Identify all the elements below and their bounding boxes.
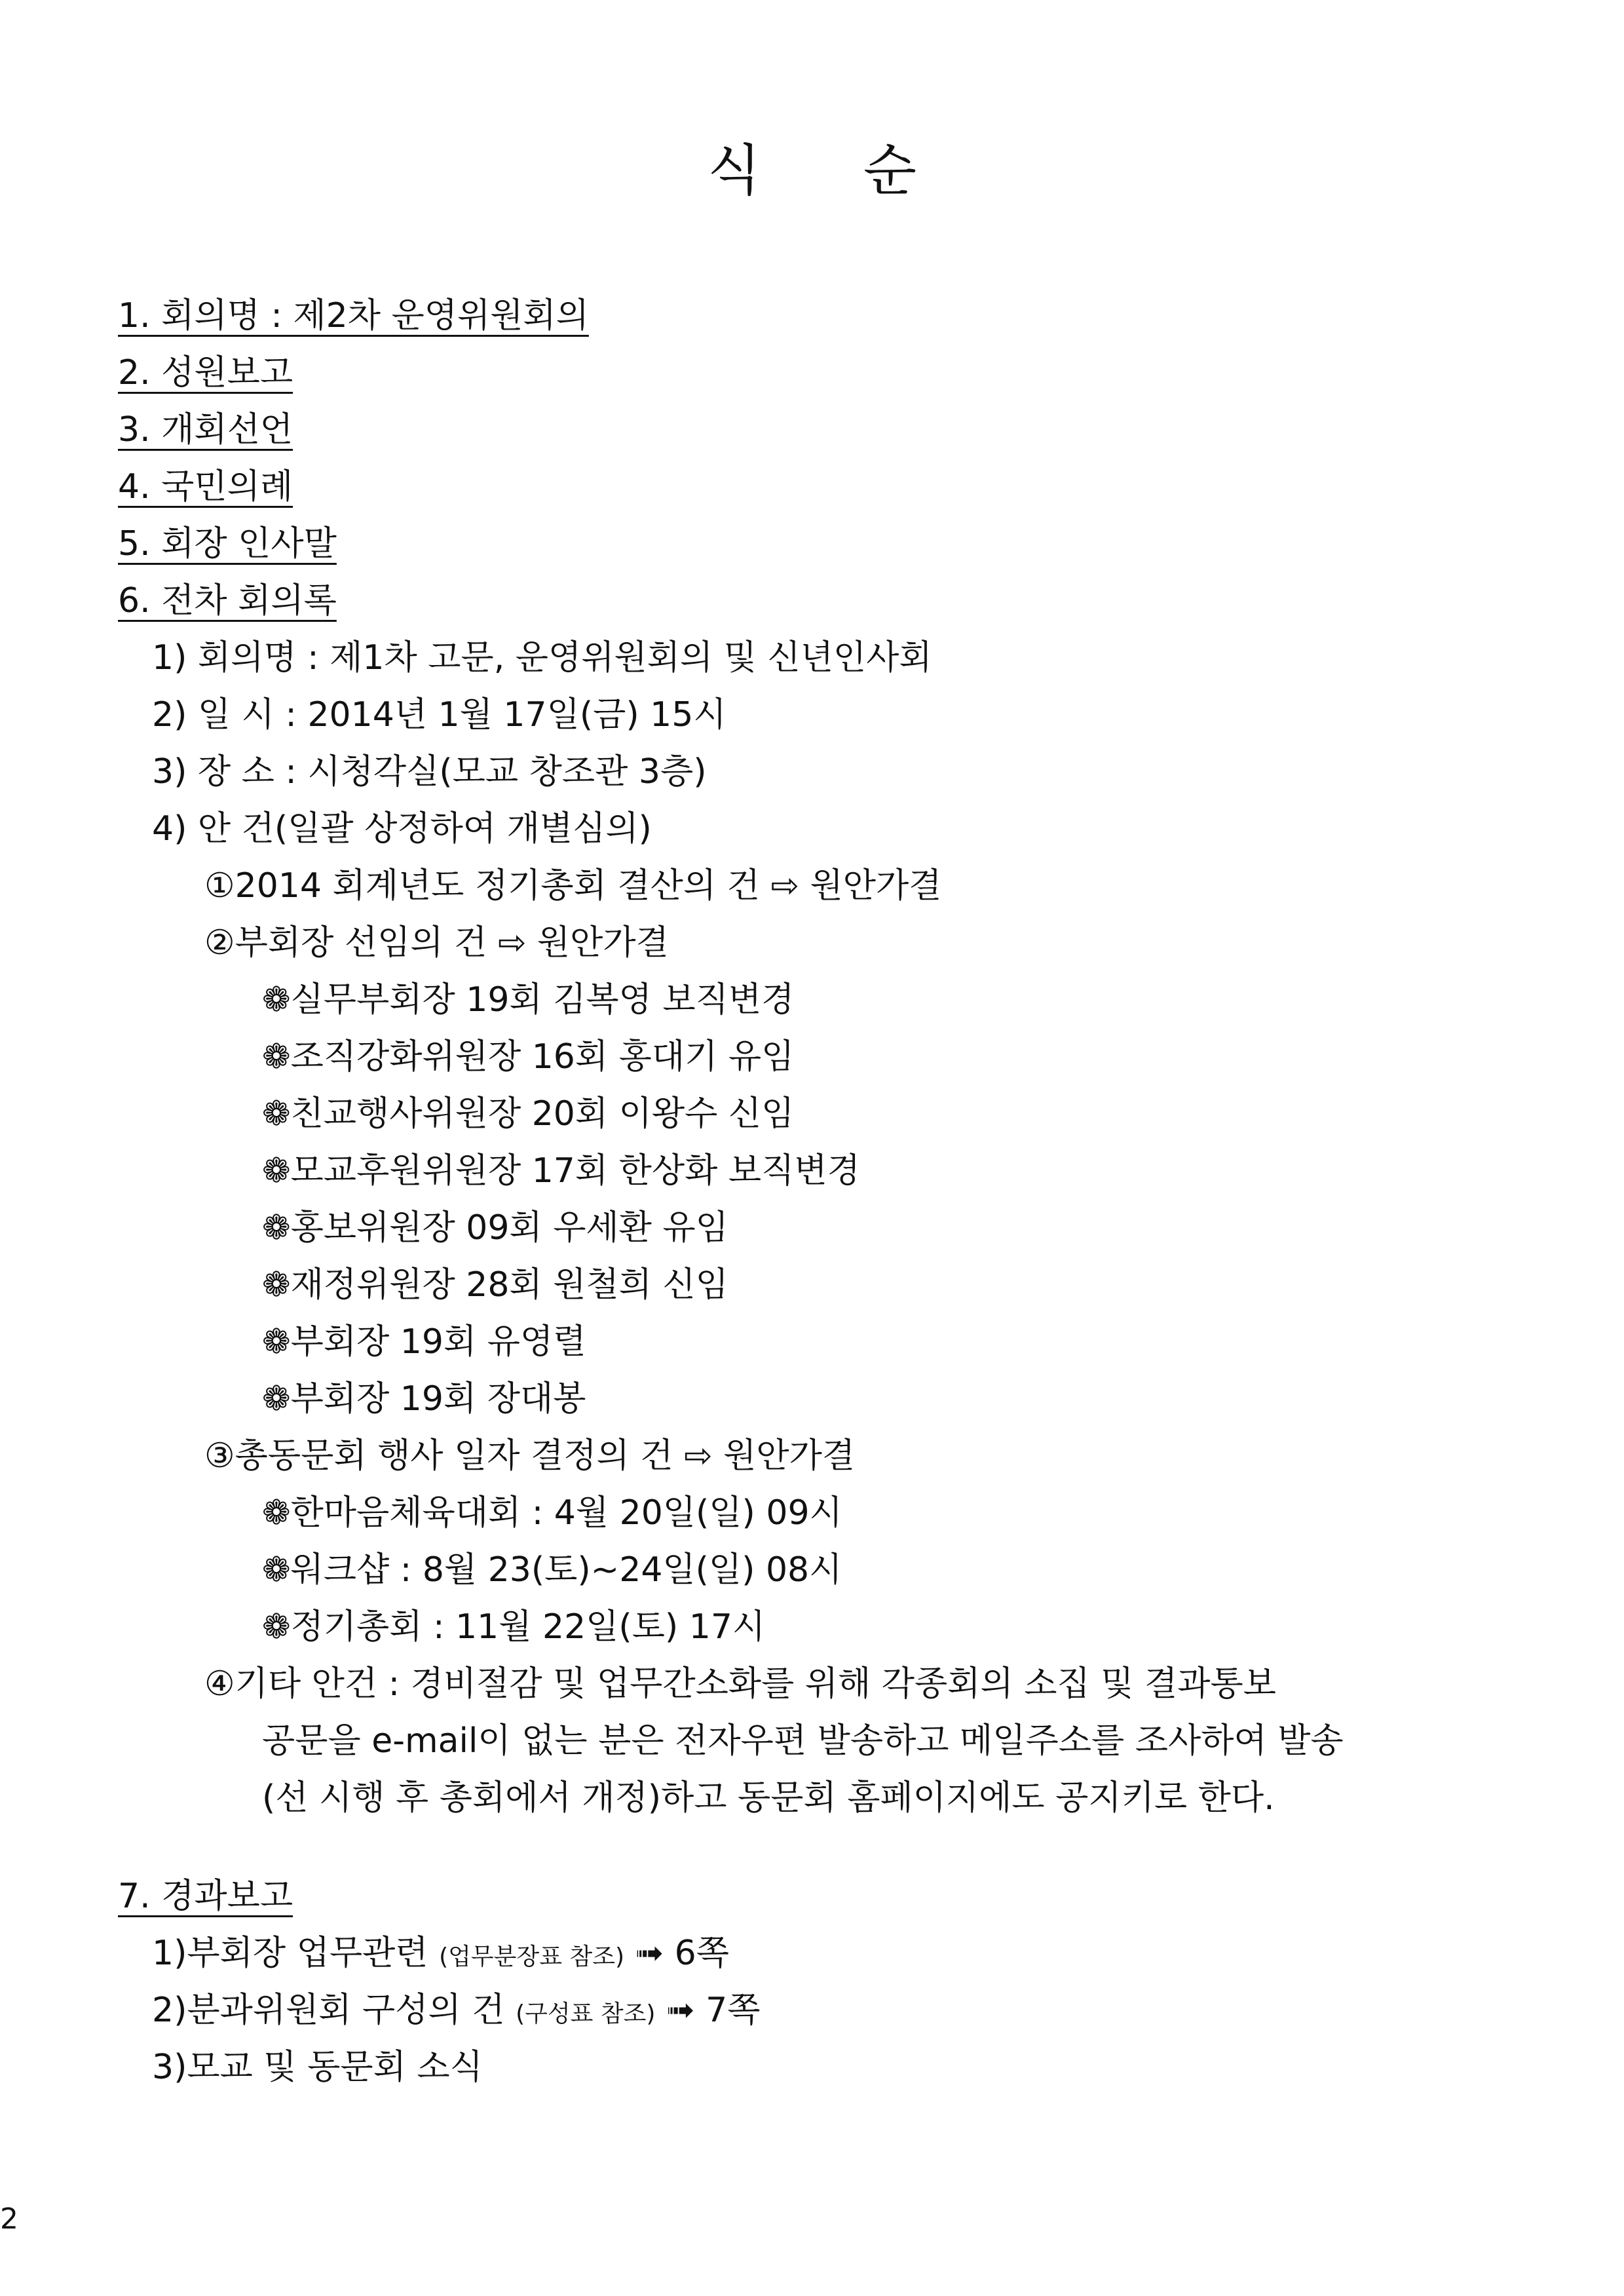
progress-item-1-main: 1)부회장 업무관련 [152, 1934, 428, 1973]
agenda-3-detail: ❁워크샵 : 8월 23(토)~24일(일) 08시 [262, 1550, 842, 1590]
item-national-ceremony: 4. 국민의례 [118, 467, 293, 507]
progress-report-heading: 7. 경과보고 [118, 1877, 293, 1916]
agenda-item-4-continued: 공문을 e-mail이 없는 분은 전자우편 발송하고 메일주소를 조사하여 발송 [262, 1721, 1344, 1761]
agenda-2-detail: ❁실무부회장 19회 김복영 보직변경 [262, 980, 795, 1020]
progress-item-1 [152, 1934, 729, 1973]
item-quorum-report: 2. 성원보고 [118, 353, 293, 392]
agenda-2-detail: ❁홍보위원장 09회 우세환 유임 [262, 1208, 728, 1248]
progress-item-2-ref: ➟ 7쪽 [666, 1991, 761, 2030]
minutes-datetime: 2) 일 시 : 2014년 1월 17일(금) 15시 [152, 695, 727, 735]
item-president-greeting: 5. 회장 인사말 [118, 524, 337, 564]
minutes-agenda: 4) 안 건(일괄 상정하여 개별심의) [152, 809, 652, 849]
minutes-place: 3) 장 소 : 시청각실(모교 창조관 3층) [152, 752, 707, 792]
progress-item-2 [152, 1991, 761, 2030]
item-previous-minutes: 6. 전차 회의록 [118, 581, 337, 621]
agenda-3-detail: ❁한마음체육대회 : 4월 20일(일) 09시 [262, 1493, 842, 1533]
agenda-item-2: ②부회장 선임의 건 ⇨ 원안가결 [204, 923, 669, 963]
progress-item-2-note: (구성표 참조) [516, 2000, 656, 2027]
agenda-3-detail: ❁정기총회 : 11월 22일(토) 17시 [262, 1607, 766, 1647]
agenda-item-4: ④기타 안건 : 경비절감 및 업무간소화를 위해 각종회의 소집 및 결과통보 [204, 1664, 1276, 1704]
agenda-2-detail: ❁부회장 19회 유영렬 [262, 1322, 586, 1362]
page-title: 식 순 [708, 138, 916, 202]
agenda-item-1: ①2014 회계년도 정기총회 결산의 건 ⇨ 원안가결 [204, 866, 942, 906]
agenda-2-detail: ❁조직강화위원장 16회 홍대기 유임 [262, 1037, 795, 1077]
progress-item-3: 3)모교 및 동문회 소식 [152, 2048, 483, 2087]
page-number: 2 [0, 2202, 18, 2236]
item-opening-declaration: 3. 개회선언 [118, 410, 293, 450]
agenda-item-4-continued: (선 시행 후 총회에서 개정)하고 동문회 홈페이지에도 공지키로 한다. [262, 1778, 1275, 1818]
agenda-item-3: ③총동문회 행사 일자 결정의 건 ⇨ 원안가결 [204, 1436, 856, 1476]
progress-item-2-main: 2)분과위원회 구성의 건 [152, 1991, 505, 2030]
agenda-2-detail: ❁모교후원위원장 17회 한상화 보직변경 [262, 1151, 860, 1191]
minutes-meeting-name: 1) 회의명 : 제1차 고문, 운영위원회의 및 신년인사회 [152, 638, 932, 678]
progress-item-1-note: (업무분장표 참조) [439, 1943, 625, 1970]
progress-item-1-ref: ➟ 6쪽 [635, 1934, 729, 1973]
agenda-2-detail: ❁재정위원장 28회 원철희 신임 [262, 1265, 728, 1305]
agenda-2-detail: ❁부회장 19회 장대봉 [262, 1379, 586, 1419]
item-meeting-name: 1. 회의명 : 제2차 운영위원회의 [118, 296, 589, 335]
agenda-2-detail: ❁친교행사위원장 20회 이왕수 신임 [262, 1094, 795, 1134]
